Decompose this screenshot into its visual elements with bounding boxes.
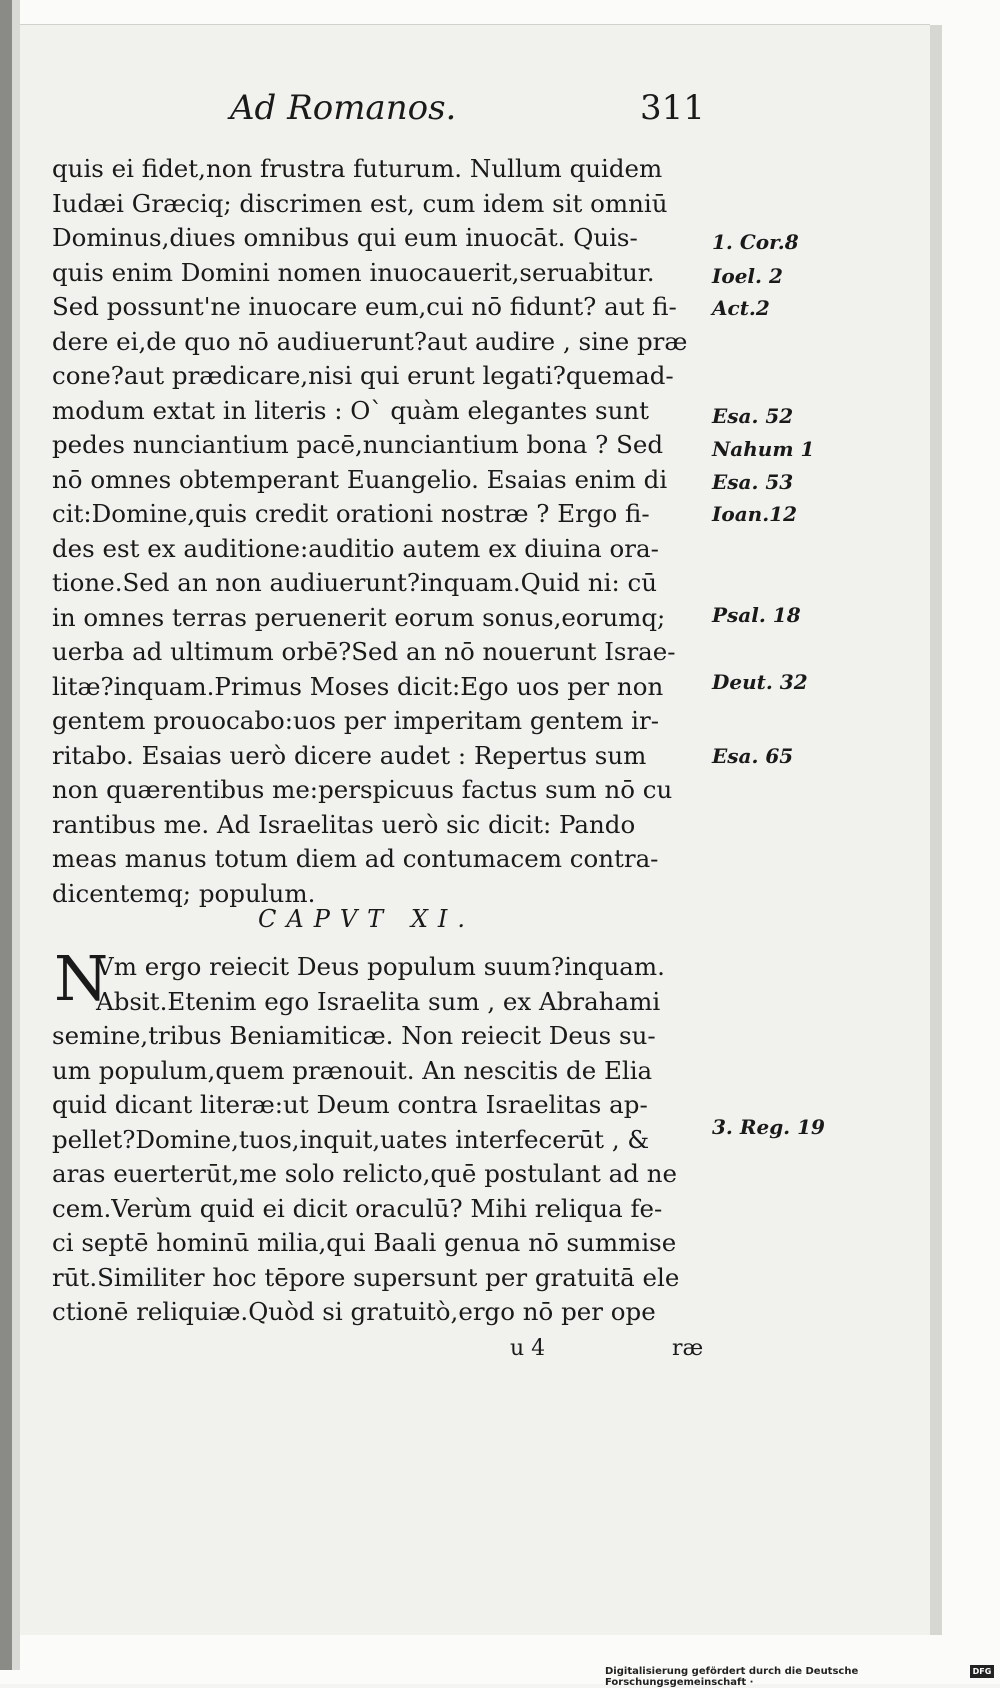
text-line: non quærentibus me:perspicuus factus sum nō cu [52,775,673,804]
text-block-top [52,152,712,911]
text-line: des est ex auditione:auditio autem ex diuina ora- [52,533,659,563]
digitization-credit: Digitalisierung gefördert durch die Deutsche Forschungsgemeinschaft · [605,1666,859,1688]
text-line: quis ei fidet,non frustra futurum. Nullum quidem [52,154,663,183]
text-block-bottom [52,942,712,1330]
margin-note: Psal. 18 [712,603,801,627]
text-line: uerba ad ultimum orbē?Sed an nō nouerunt Israe- [52,637,676,666]
text-line: ci septē hominū milia,qui Baali genua nō summise [52,1228,677,1257]
text-line: Vm ergo reiecit Deus populum suum?inquam. [96,952,665,981]
text-line: um populum,quem prænouit. An nescitis de Elia [52,1055,653,1085]
text-line: pedes nunciantium pacē,nunciantium bona ? Sed [52,430,664,459]
text-line: ritabo. Esaias uerò dicere audet : Repertus sum [52,740,647,770]
margin-note: Ioel. 2 [712,264,783,288]
margin-note: Deut. 32 [712,670,808,694]
drop-initial: N [54,942,109,1015]
book-binding [0,0,12,1670]
text-line: quis enim Domini nomen inuocauerit,seruabitur. [52,257,655,287]
text-line: Absit.Etenim ego Israelita sum , ex Abrahami [96,986,661,1016]
text-line: quid dicant literæ:ut Deum contra Israelitas ap- [52,1090,648,1119]
text-line: gentem prouocabo:uos per imperitam gentem ir- [52,706,660,735]
text-line: pellet?Domine,tuos,inquit,uates interfecerūt , & [52,1124,650,1154]
margin-note: Ioan.12 [712,502,797,526]
margin-note: 3. Reg. 19 [712,1115,825,1139]
dfg-logo: DFG [970,1665,994,1678]
text-line: rūt.Similiter hoc tēpore supersunt per gratuitā ele [52,1262,680,1292]
chapter-heading: CAPVT XI. [258,905,476,933]
signature-mark: u 4 [510,1336,546,1361]
page-edge [928,25,942,1635]
text-line: dicentemq; populum. [52,878,316,908]
margin-note: Esa. 52 [712,404,794,428]
catchword: ræ [672,1336,704,1361]
margin-note: Esa. 53 [712,470,794,494]
running-title: Ad Romanos. [230,88,457,128]
margin-note: Nahum 1 [712,437,815,461]
text-line: aras euerterūt,me solo relicto,quē postulant ad ne [52,1159,678,1188]
text-line: semine,tribus Beniamiticæ. Non reiecit Deus su- [52,1021,656,1050]
text-line: modum extat in literis : O` quàm elegantes sunt [52,395,650,425]
text-line: cit:Domine,quis credit orationi nostræ ? Ergo fi- [52,499,650,528]
text-line: ctionē reliquiæ.Quòd si gratuitò,ergo nō per ope [52,1297,656,1326]
text-line: tione.Sed an non audiuerunt?inquam.Quid ni: cū [52,568,657,597]
text-line: Iudæi Græciq; discrimen est, cum idem sit omniū [52,188,668,218]
text-line: litæ?inquam.Primus Moses dicit:Ego uos per non [52,671,664,701]
page-gutter [12,0,20,1670]
text-line: meas manus totum diem ad contumacem contra- [52,844,659,873]
page-number: 311 [640,88,705,128]
text-line: cem.Verùm quid ei dicit oraculū? Mihi reliqua fe- [52,1193,663,1223]
text-line: Dominus,diues omnibus qui eum inuocāt. Quis- [52,223,638,252]
text-line: dere ei,de quo nō audiuerunt?aut audire , sine præ [52,326,688,356]
margin-note: Esa. 65 [712,744,794,768]
text-line: cone?aut prædicare,nisi qui erunt legati?quemad- [52,361,674,390]
text-line: rantibus me. Ad Israelitas uerò sic dicit: Pando [52,809,636,839]
text-line: in omnes terras peruenerit eorum sonus,eorumq; [52,602,666,632]
text-line: nō omnes obtemperant Euangelio. Esaias enim di [52,464,668,494]
margin-note: 1. Cor.8 [712,230,799,254]
text-line: Sed possunt'ne inuocare eum,cui nō fidunt? aut fi- [52,292,677,321]
margin-note: Act.2 [712,296,770,320]
